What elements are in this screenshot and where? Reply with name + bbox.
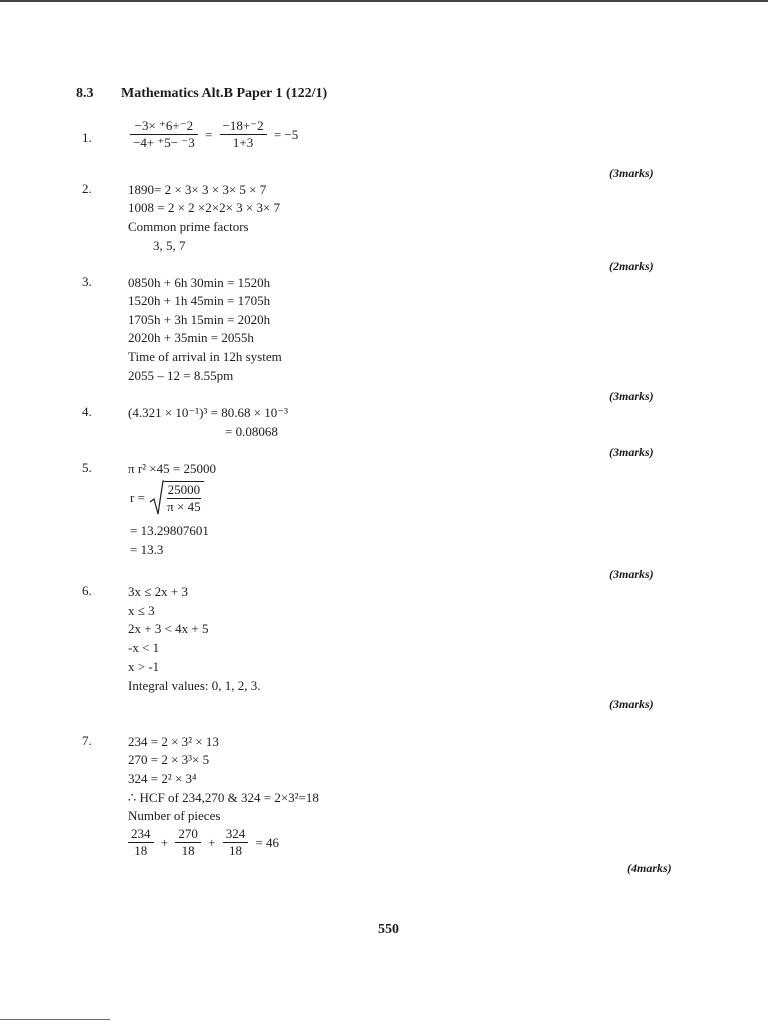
fraction-numerator: 324 <box>223 826 249 843</box>
question-6-line: x ≤ 3 <box>128 603 155 618</box>
sqrt-denominator: π × 45 <box>167 499 201 514</box>
plus-sign: + <box>208 834 216 850</box>
page-number: 550 <box>378 922 399 937</box>
question-1-result: = −5 <box>273 126 299 142</box>
question-7-pieces-equation <box>126 826 281 859</box>
question-3-line: 1520h + 1h 45min = 1705h <box>128 293 271 308</box>
question-5-line: = 13.29807601 <box>130 523 209 538</box>
fraction <box>175 826 201 859</box>
question-1-marks: (3marks) <box>609 166 654 180</box>
question-1-equation <box>128 118 300 151</box>
question-1-fraction-left <box>130 118 198 151</box>
question-2-line: Common prime factors <box>128 219 249 234</box>
question-5-line: = 13.3 <box>130 542 164 557</box>
question-6-line: Integral values: 0, 1, 2, 3. <box>128 678 261 693</box>
page-title: Mathematics Alt.B Paper 1 (122/1) <box>121 86 328 101</box>
radical-sign-icon <box>150 480 164 516</box>
question-7-line: ∴ HCF of 234,270 & 324 = 2×3²=18 <box>128 790 319 805</box>
question-5-marks: (3marks) <box>609 567 654 581</box>
question-6-number: 6. <box>82 583 92 598</box>
fraction-numerator: 234 <box>128 826 154 843</box>
fraction <box>128 826 154 859</box>
plus-sign: + <box>160 834 169 850</box>
question-2-number: 2. <box>82 181 92 196</box>
fraction-denominator: 18 <box>134 843 148 858</box>
r-label: r = <box>130 490 145 505</box>
square-root <box>150 480 203 516</box>
question-6-marks: (3marks) <box>609 697 654 711</box>
question-1-number: 1. <box>82 130 92 145</box>
question-4-line: = 0.08068 <box>225 424 278 439</box>
question-3-line: 2055 – 12 = 8.55pm <box>128 368 234 383</box>
question-1-fraction-right <box>220 118 267 151</box>
question-3-marks: (3marks) <box>609 389 654 403</box>
question-7-line: 270 = 2 × 3³× 5 <box>128 752 210 767</box>
question-4-number: 4. <box>82 404 92 419</box>
question-3-line: 0850h + 6h 30min = 1520h <box>128 275 271 290</box>
question-7-result: = 46 <box>255 834 280 850</box>
question-4-marks: (3marks) <box>609 445 654 459</box>
fraction-numerator: −18+⁻2 <box>220 118 267 135</box>
fraction-numerator: −3× ⁺6+⁻2 <box>130 118 198 135</box>
fraction-denominator: 1+3 <box>232 135 254 150</box>
question-6-line: -x < 1 <box>128 640 160 655</box>
question-7-line: Number of pieces <box>128 808 221 823</box>
question-3-line: 1705h + 3h 15min = 2020h <box>128 312 271 327</box>
question-5-sqrt-equation <box>128 480 204 516</box>
question-2-line: 3, 5, 7 <box>153 238 186 253</box>
question-7-line: 234 = 2 × 3² × 13 <box>128 734 219 749</box>
question-6-line: 2x + 3 < 4x + 5 <box>128 621 209 636</box>
sqrt-numerator: 25000 <box>167 482 201 497</box>
question-7-marks: (4marks) <box>627 861 672 875</box>
question-3-line: 2020h + 35min = 2055h <box>128 330 254 345</box>
question-2-line: 1008 = 2 × 2 ×2×2× 3 × 3× 7 <box>128 200 281 215</box>
fraction-denominator: −4+ ⁺5− ⁻3 <box>133 135 195 150</box>
question-6-line: x > -1 <box>128 659 160 674</box>
question-7-number: 7. <box>82 733 92 748</box>
question-2-marks: (2marks) <box>609 259 654 273</box>
sqrt-fraction <box>164 481 203 515</box>
question-5-line: π r² ×45 = 25000 <box>128 461 216 476</box>
top-border-line <box>0 0 768 2</box>
fraction-denominator: 18 <box>181 843 195 858</box>
question-7-line: 324 = 2² × 3⁴ <box>128 771 197 786</box>
question-3-number: 3. <box>82 274 92 289</box>
fraction-denominator: 18 <box>228 843 242 858</box>
question-3-line: Time of arrival in 12h system <box>128 349 282 364</box>
question-2-line: 1890= 2 × 3× 3 × 3× 5 × 7 <box>128 182 267 197</box>
equals-sign: = <box>204 126 213 142</box>
section-number: 8.3 <box>76 86 94 101</box>
fraction <box>223 826 249 859</box>
question-5-number: 5. <box>82 460 92 475</box>
question-6-line: 3x ≤ 2x + 3 <box>128 584 188 599</box>
question-4-line: (4.321 × 10⁻¹)³ = 80.68 × 10⁻³ <box>128 405 289 420</box>
bottom-border-line <box>0 1019 110 1020</box>
fraction-numerator: 270 <box>175 826 201 843</box>
